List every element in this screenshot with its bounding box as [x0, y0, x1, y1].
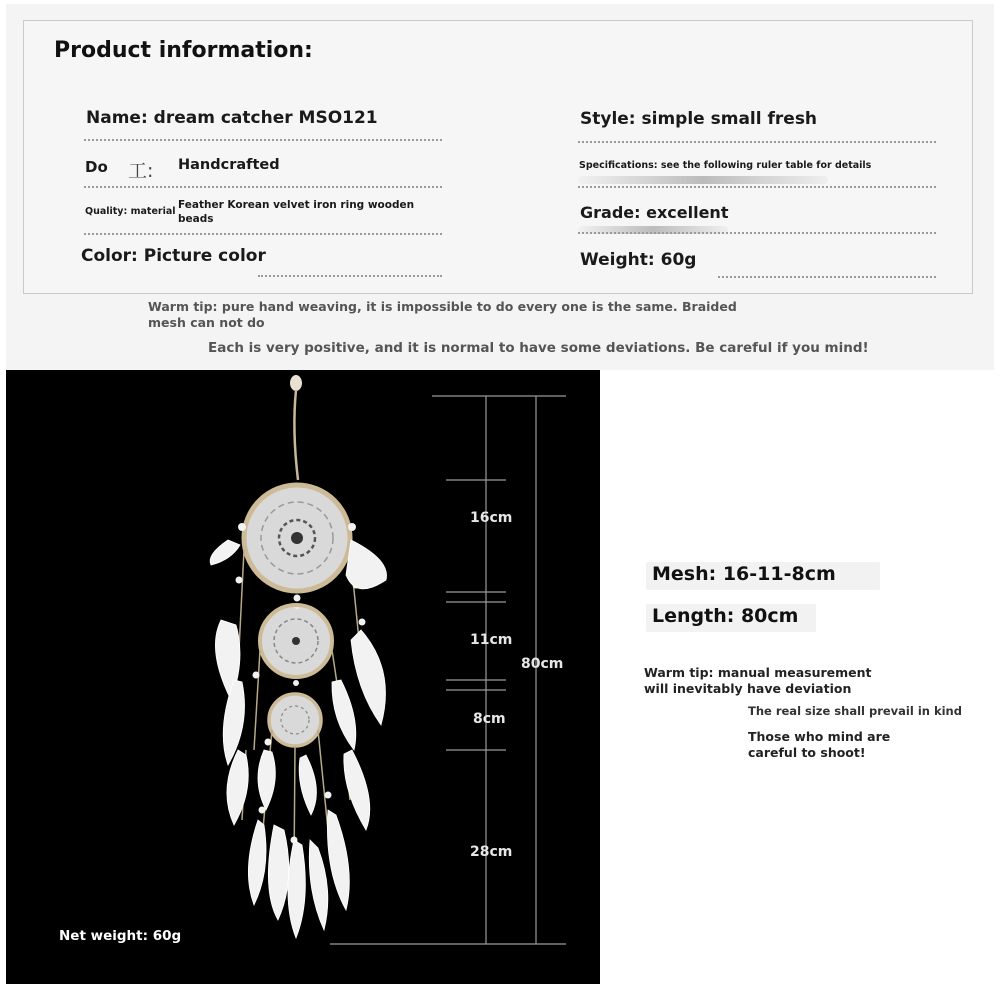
specifications-field: Specifications: see the following ruler table for details	[579, 160, 872, 171]
length-size: Length: 80cm	[652, 605, 799, 627]
deviation-note: Each is very positive, and it is normal to have some deviations. Be careful if you mind!	[208, 340, 869, 356]
measure-ring2-label: 11cm	[470, 632, 513, 648]
divider	[84, 186, 442, 188]
divider	[84, 139, 442, 141]
warm-tip-weaving: Warm tip: pure hand weaving, it is impossible to do every one is the same. Braided mesh can not do	[148, 299, 737, 330]
process-value: Handcrafted	[178, 157, 280, 173]
divider	[84, 233, 442, 235]
divider	[578, 232, 936, 234]
process-label-mark: 工:	[128, 160, 154, 182]
measure-tail-label: 28cm	[470, 844, 513, 860]
divider	[578, 186, 936, 188]
measurement-tip: Warm tip: manual measurement will inevitably have deviation	[644, 665, 872, 696]
smudge	[578, 176, 828, 184]
product-photo	[6, 370, 600, 984]
net-weight-label: Net weight: 60g	[59, 928, 182, 944]
mind-note: Those who mind are careful to shoot!	[748, 729, 891, 760]
grade-field: Grade: excellent	[580, 203, 729, 222]
color-field: Color: Picture color	[81, 246, 266, 266]
weight-field: Weight: 60g	[580, 250, 697, 270]
divider	[258, 275, 442, 277]
mesh-size: Mesh: 16-11-8cm	[652, 563, 836, 585]
style-field: Style: simple small fresh	[580, 109, 818, 129]
divider	[718, 276, 936, 278]
dreamcatcher-illustration	[6, 370, 600, 984]
measure-total-label: 80cm	[521, 656, 564, 672]
hanger-icon	[290, 375, 302, 391]
real-size-note: The real size shall prevail in kind	[748, 704, 962, 718]
quality-label: Quality: material	[85, 206, 176, 217]
hanging-string	[294, 390, 298, 480]
small-ring	[269, 694, 321, 746]
process-label: Do	[85, 158, 108, 176]
measure-ring3-label: 8cm	[473, 711, 506, 727]
product-name: Name: dream catcher MSO121	[86, 108, 378, 128]
medium-ring	[260, 605, 332, 677]
quality-value: Feather Korean velvet iron ring wooden beads	[178, 199, 415, 225]
product-info-title: Product information:	[54, 38, 313, 63]
large-ring	[244, 485, 350, 591]
measure-ring1-label: 16cm	[470, 510, 513, 526]
divider	[578, 141, 936, 143]
